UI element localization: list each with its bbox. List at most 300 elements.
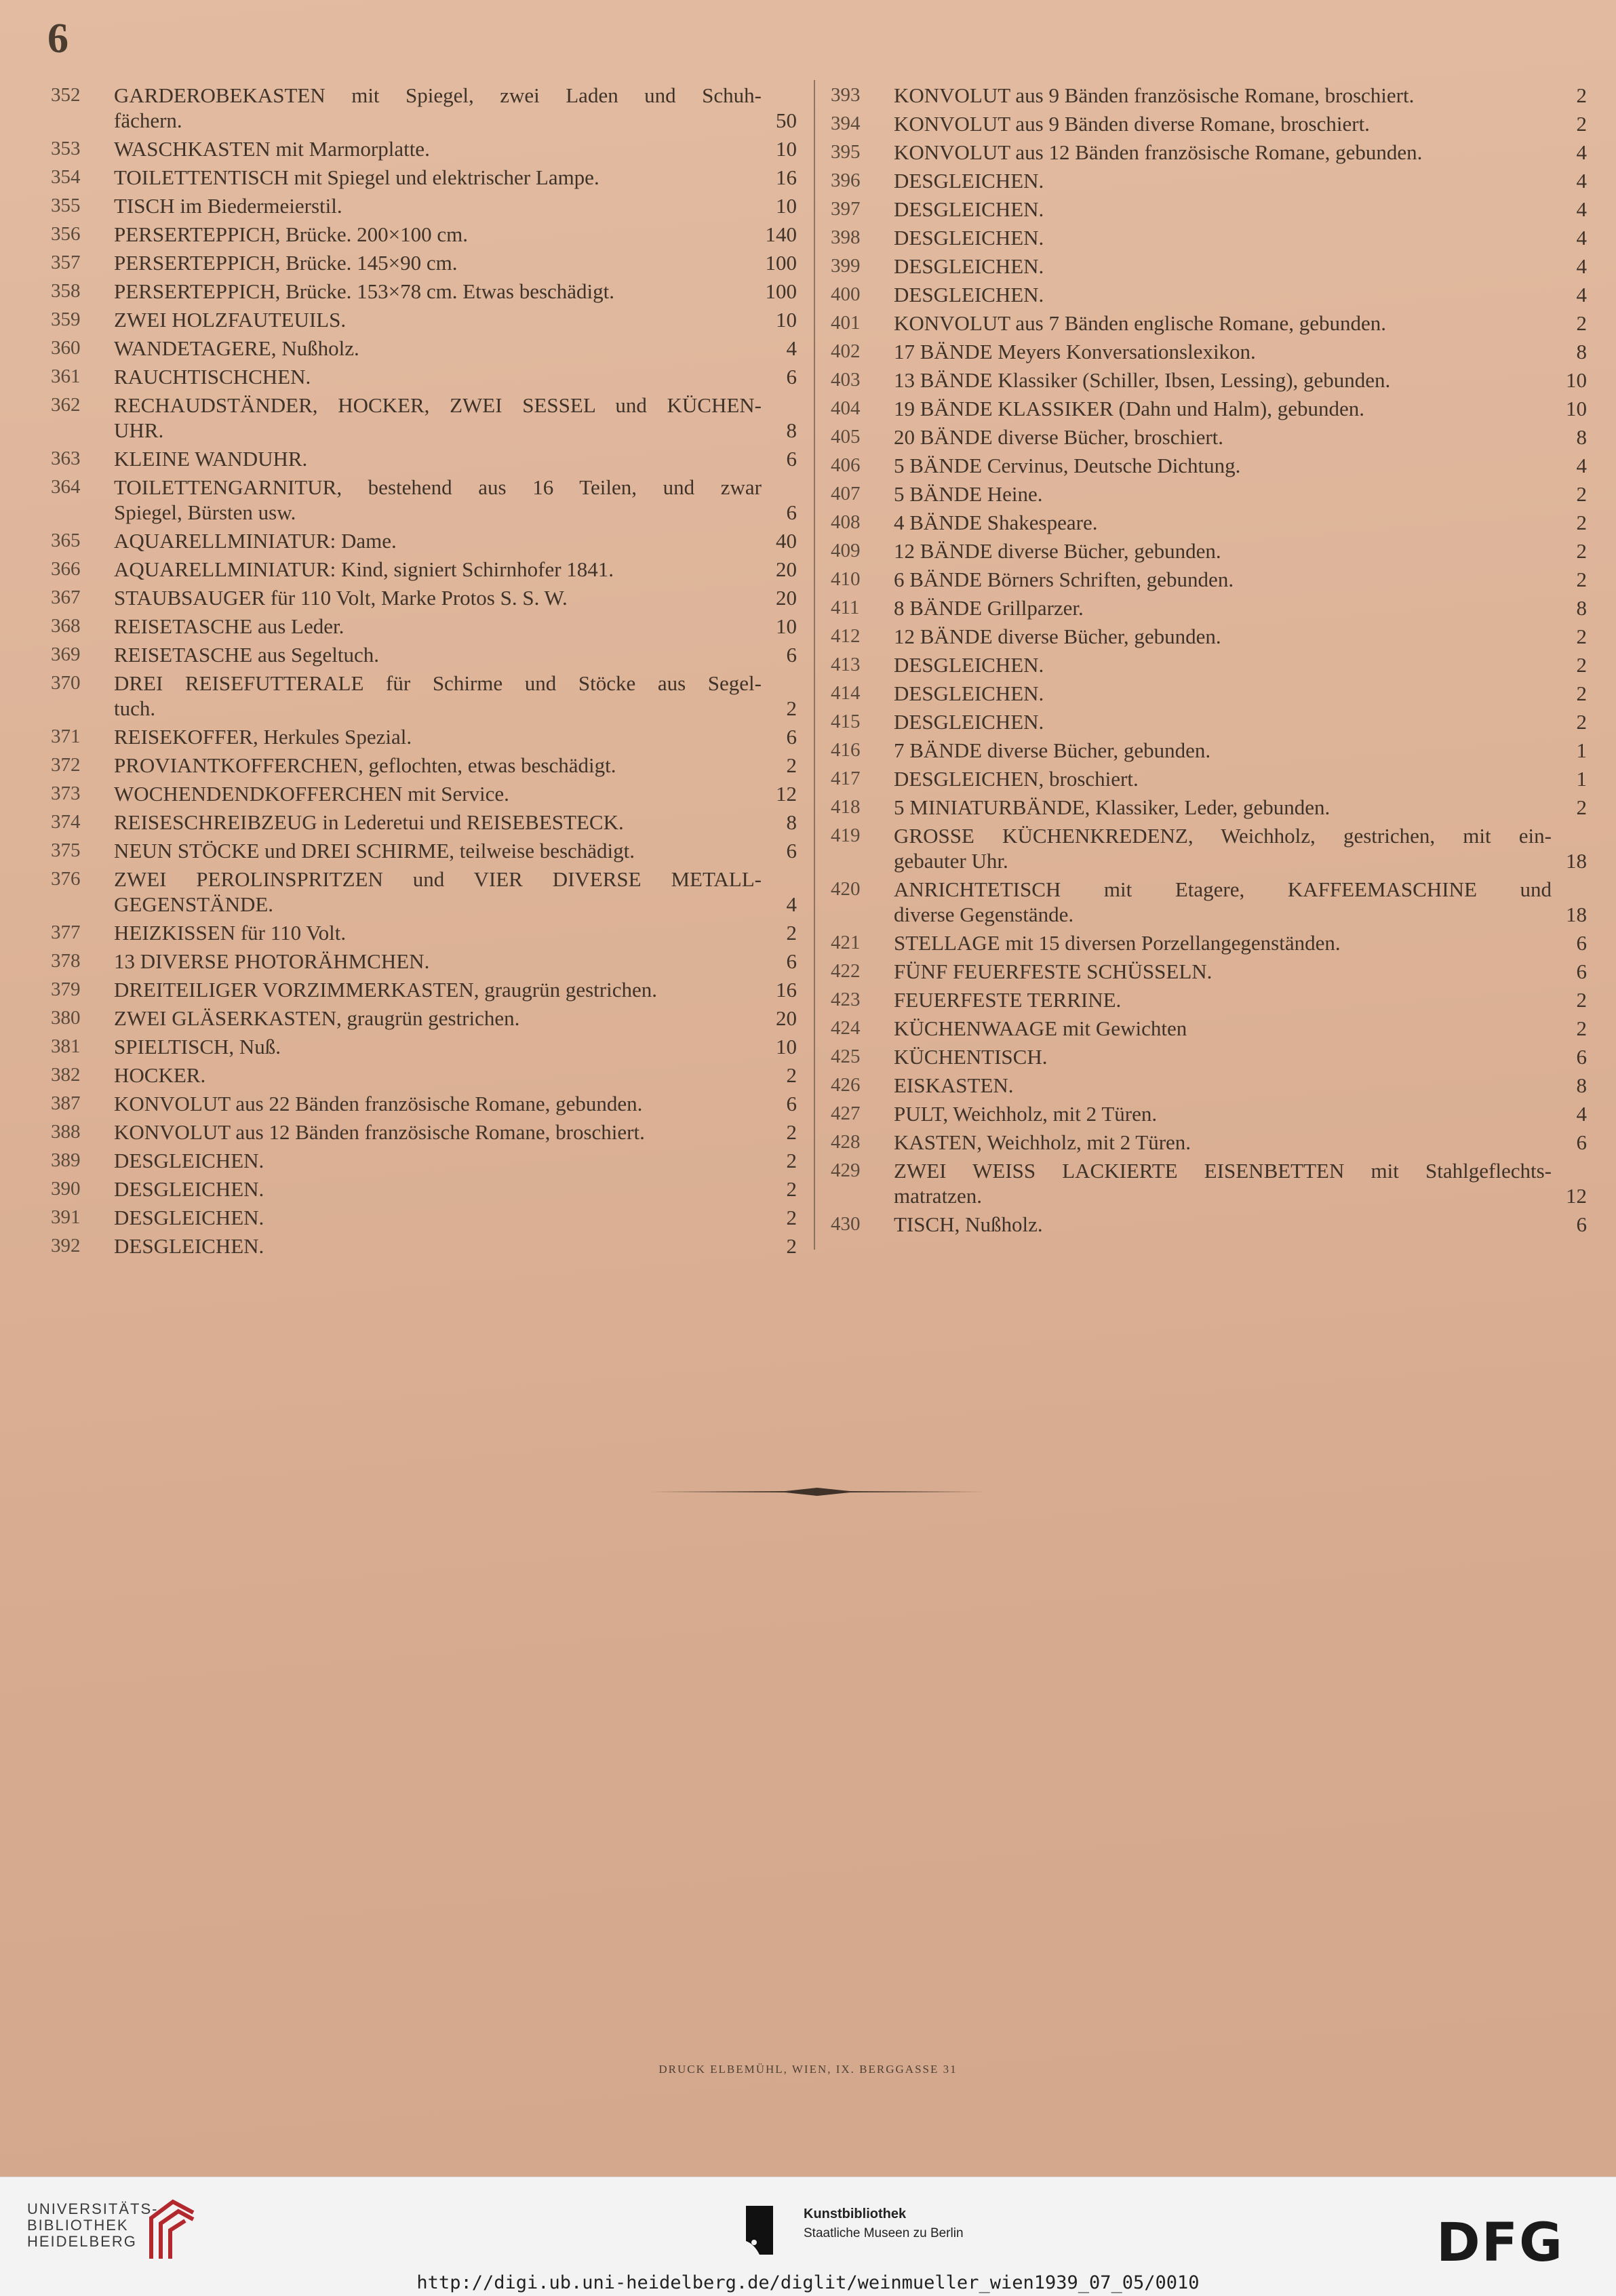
catalog-entry: [831, 311, 1587, 336]
lot-price: 6: [786, 447, 797, 471]
description-line: KASTEN, Weichholz, mit 2 Türen.: [894, 1130, 1191, 1154]
catalog-entry: [831, 254, 1587, 279]
lot-number: 372: [51, 754, 81, 776]
description-line: DESGLEICHEN.: [894, 169, 1044, 193]
lot-description: [894, 1130, 1552, 1155]
description-line: PROVIANTKOFFERCHEN, geflochten, etwas beschädigt.: [114, 753, 616, 777]
lot-price: 6: [1576, 1130, 1587, 1154]
lot-description: [114, 614, 762, 639]
lot-description: [894, 652, 1552, 677]
catalog-entry: [51, 838, 797, 863]
lot-price: 10: [1566, 397, 1587, 420]
lot-price: 2: [786, 1177, 797, 1201]
lot-number: 381: [51, 1035, 81, 1057]
lot-description: [114, 1063, 762, 1088]
lot-number: 359: [51, 309, 81, 330]
lot-number: 416: [831, 739, 861, 761]
lot-price: 2: [1576, 988, 1587, 1012]
source-url[interactable]: http://digi.ub.uni-heidelberg.de/diglit/weinmueller_wien1939_07_05/0010: [416, 2272, 1200, 2293]
lot-price: 6: [786, 1092, 797, 1115]
description-line: REISETASCHE aus Leder.: [114, 614, 344, 638]
catalog-entry: [831, 595, 1587, 620]
catalog-entry: [51, 446, 797, 471]
description-line: 13 BÄNDE Klassiker (Schiller, Ibsen, Lessing), gebunden.: [894, 368, 1391, 392]
description-line: GARDEROBEKASTEN mit Spiegel, zwei Laden und Schuh-: [114, 83, 762, 107]
catalog-entry: [831, 709, 1587, 734]
catalog-entry: [51, 83, 797, 133]
right-column: [831, 83, 1587, 1240]
lot-description: [894, 396, 1552, 421]
lot-description: [114, 949, 762, 974]
university-library-logo[interactable]: [27, 2201, 158, 2250]
lot-number: 373: [51, 783, 81, 804]
lot-price: 1: [1576, 738, 1587, 762]
lot-number: 426: [831, 1074, 861, 1096]
lot-number: 356: [51, 223, 81, 245]
lot-number: 401: [831, 312, 861, 334]
description-line: 12 BÄNDE diverse Bücher, gebunden.: [894, 539, 1221, 563]
catalog-entry: [51, 671, 797, 721]
catalog-entry: [831, 1101, 1587, 1126]
lot-number: 399: [831, 255, 861, 277]
description-line: 4 BÄNDE Shakespeare.: [894, 511, 1098, 534]
lot-price: 16: [776, 165, 797, 189]
lot-number: 368: [51, 615, 81, 637]
catalog-entry: [51, 393, 797, 443]
lot-description: [894, 282, 1552, 307]
lot-description: [114, 1233, 762, 1259]
lot-price: 6: [786, 839, 797, 863]
catalog-entry: [831, 1158, 1587, 1208]
description-line: TOILETTENGARNITUR, bestehend aus 16 Teilen, und zwar: [114, 475, 762, 499]
catalog-entry: [831, 538, 1587, 563]
lot-number: 389: [51, 1149, 81, 1171]
lot-number: 404: [831, 397, 861, 419]
catalog-entry: [51, 614, 797, 639]
catalog-entry: [51, 1233, 797, 1259]
lot-price: 8: [1576, 340, 1587, 363]
lot-price: 4: [1576, 1102, 1587, 1126]
lot-description: [894, 987, 1552, 1012]
lot-price: 100: [765, 251, 797, 275]
lot-description: [114, 557, 762, 582]
lot-number: 398: [831, 226, 861, 248]
description-line: PERSERTEPPICH, Brücke. 200×100 cm.: [114, 222, 468, 246]
lot-number: 358: [51, 280, 81, 302]
catalog-entry: [51, 949, 797, 974]
description-line: RAUCHTISCHCHEN.: [114, 365, 311, 389]
catalog-entry: [831, 681, 1587, 706]
catalog-entry: [831, 567, 1587, 592]
description-line: GROSSE KÜCHENKREDENZ, Weichholz, gestrichen, mit ein-: [894, 824, 1552, 848]
catalog-entry: [831, 1044, 1587, 1069]
lot-number: 414: [831, 682, 861, 704]
lot-price: 8: [1576, 1073, 1587, 1097]
description-line: WOCHENDENDKOFFERCHEN mit Service.: [114, 782, 509, 806]
lot-price: 100: [765, 279, 797, 303]
description-line: PERSERTEPPICH, Brücke. 145×90 cm.: [114, 251, 458, 275]
lot-description: [114, 1148, 762, 1173]
catalog-entry: [51, 557, 797, 582]
lot-description: [114, 193, 762, 218]
catalog-entry: [51, 642, 797, 667]
lot-price: 20: [776, 586, 797, 610]
lot-price: 2: [1576, 681, 1587, 705]
lot-number: 369: [51, 644, 81, 665]
column-divider: [814, 80, 815, 1250]
university-line: HEIDELBERG: [27, 2233, 137, 2250]
lot-description: [894, 1016, 1552, 1041]
lot-price: 40: [776, 529, 797, 553]
lot-number: 406: [831, 454, 861, 476]
lot-price: 4: [1576, 254, 1587, 278]
description-line: ZWEI GLÄSERKASTEN, graugrün gestrichen.: [114, 1006, 520, 1030]
lot-price: 2: [1576, 511, 1587, 534]
description-line: 12 BÄNDE diverse Bücher, gebunden.: [894, 625, 1221, 648]
lot-description: [114, 810, 762, 835]
description-line: DESGLEICHEN.: [114, 1234, 264, 1258]
lot-number: 421: [831, 932, 861, 953]
description-line: STELLAGE mit 15 diversen Porzellangegenständen.: [894, 931, 1341, 955]
description-line: KONVOLUT aus 12 Bänden französische Romane, gebunden.: [894, 140, 1423, 164]
lot-price: 2: [786, 696, 797, 720]
description-line: TISCH, Nußholz.: [894, 1212, 1043, 1236]
catalog-entry: [51, 1205, 797, 1230]
description-line: ANRICHTETISCH mit Etagere, KAFFEEMASCHINE und: [894, 877, 1552, 901]
lot-description: [114, 753, 762, 778]
description-line: DESGLEICHEN.: [894, 197, 1044, 221]
catalog-entry: [51, 1148, 797, 1173]
lot-description: [114, 136, 762, 161]
lot-description: [894, 538, 1552, 563]
lot-number: 403: [831, 369, 861, 391]
lot-description: [114, 393, 762, 443]
lot-number: 361: [51, 365, 81, 387]
lot-number: 402: [831, 340, 861, 362]
catalog-entry: [831, 959, 1587, 984]
description-line: DREI REISEFUTTERALE für Schirme und Stöcke aus Segel-: [114, 671, 762, 695]
lot-price: 2: [1576, 653, 1587, 677]
lot-number: 407: [831, 483, 861, 504]
lot-number: 410: [831, 568, 861, 590]
lot-price: 12: [1566, 1184, 1587, 1208]
lot-number: 363: [51, 448, 81, 469]
catalog-entry: [831, 795, 1587, 820]
lot-description: [114, 83, 762, 133]
catalog-entry: [831, 510, 1587, 535]
lot-description: [894, 368, 1552, 393]
description-line: 13 DIVERSE PHOTORÄHMCHEN.: [114, 949, 430, 973]
description-line: DESGLEICHEN.: [894, 653, 1044, 677]
lot-description: [114, 585, 762, 610]
lot-description: [114, 1034, 762, 1059]
lot-number: 378: [51, 950, 81, 972]
description-line: DESGLEICHEN.: [114, 1149, 264, 1172]
lot-number: 428: [831, 1131, 861, 1153]
description-line: Spiegel, Bürsten usw.: [114, 500, 296, 524]
lot-description: [894, 795, 1552, 820]
catalog-entry: [51, 528, 797, 553]
description-line: DESGLEICHEN.: [114, 1206, 264, 1229]
lot-price: 2: [786, 1120, 797, 1144]
lot-number: 375: [51, 839, 81, 861]
lot-number: 379: [51, 978, 81, 1000]
lot-price: 10: [776, 137, 797, 161]
description-line: DESGLEICHEN.: [114, 1177, 264, 1201]
catalog-entry: [831, 282, 1587, 307]
catalog-entry: [831, 339, 1587, 364]
lot-description: [114, 446, 762, 471]
kunstbibliothek-title: Kunstbibliothek: [804, 2206, 907, 2221]
lot-description: [894, 140, 1552, 165]
lot-price: 2: [786, 921, 797, 945]
page-number: 6: [47, 16, 69, 62]
catalog-entry: [831, 481, 1587, 507]
lot-price: 4: [1576, 454, 1587, 477]
catalog-entry: [831, 168, 1587, 193]
description-line: DESGLEICHEN.: [894, 710, 1044, 734]
lot-number: 377: [51, 922, 81, 943]
university-line: BIBLIOTHEK: [27, 2217, 129, 2234]
catalog-entry: [831, 987, 1587, 1012]
lot-price: 8: [1576, 425, 1587, 449]
lot-price: 6: [1576, 1212, 1587, 1236]
lot-number: 353: [51, 138, 81, 159]
catalog-entry: [51, 781, 797, 806]
lot-description: [894, 595, 1552, 620]
description-line: 17 BÄNDE Meyers Konversationslexikon.: [894, 340, 1256, 363]
description-line: DESGLEICHEN, broschiert.: [894, 767, 1139, 791]
description-line: UHR.: [114, 418, 164, 442]
description-line: KLEINE WANDUHR.: [114, 447, 308, 471]
lot-description: [894, 254, 1552, 279]
description-line: DESGLEICHEN.: [894, 681, 1044, 705]
lot-description: [894, 567, 1552, 592]
lot-description: [114, 1006, 762, 1031]
catalog-entry: [51, 336, 797, 361]
catalog-entry: [831, 453, 1587, 478]
description-line: ZWEI HOLZFAUTEUILS.: [114, 308, 347, 332]
description-line: KÜCHENWAAGE mit Gewichten: [894, 1016, 1187, 1040]
lot-price: 6: [1576, 959, 1587, 983]
lot-price: 2: [786, 1206, 797, 1229]
lot-description: [114, 838, 762, 863]
description-line: 5 BÄNDE Heine.: [894, 482, 1043, 506]
description-line: 19 BÄNDE KLASSIKER (Dahn und Halm), gebunden.: [894, 397, 1364, 420]
catalog-entry: [831, 197, 1587, 222]
description-line: REISESCHREIBZEUG in Lederetui und REISEBESTECK.: [114, 810, 624, 834]
lot-number: 387: [51, 1092, 81, 1114]
lot-description: [114, 528, 762, 553]
lot-description: [114, 724, 762, 749]
description-line: PULT, Weichholz, mit 2 Türen.: [894, 1102, 1158, 1126]
catalog-entry: [51, 1006, 797, 1031]
lot-number: 420: [831, 878, 861, 900]
lot-number: 427: [831, 1103, 861, 1124]
lot-price: 8: [786, 418, 797, 442]
university-line: UNIVERSITÄTS-: [27, 2200, 159, 2217]
lot-number: 418: [831, 796, 861, 818]
lot-price: 2: [786, 753, 797, 777]
description-line: NEUN STÖCKE und DREI SCHIRME, teilweise beschädigt.: [114, 839, 635, 863]
lot-description: [114, 307, 762, 332]
description-line: matratzen.: [894, 1184, 982, 1208]
catalog-entry: [831, 140, 1587, 165]
lot-description: [114, 1120, 762, 1145]
catalog-entry: [51, 136, 797, 161]
footer-bar: [0, 2177, 1616, 2296]
printer-imprint: DRUCK ELBEMÜHL, WIEN, IX. BERGGASSE 31: [658, 2063, 958, 2076]
lot-description: [894, 311, 1552, 336]
lot-number: 360: [51, 337, 81, 359]
lot-price: 2: [1576, 311, 1587, 335]
catalog-entry: [51, 867, 797, 917]
university-emblem-icon: [146, 2196, 197, 2264]
lot-description: [894, 877, 1552, 927]
lot-price: 2: [1576, 482, 1587, 506]
description-line: DESGLEICHEN.: [894, 254, 1044, 278]
lot-description: [114, 250, 760, 275]
left-column: [51, 83, 797, 1262]
lot-description: [894, 930, 1552, 955]
lot-price: 10: [776, 194, 797, 218]
lot-number: 374: [51, 811, 81, 833]
lot-number: 355: [51, 195, 81, 216]
catalog-entry: [831, 624, 1587, 649]
lot-description: [114, 279, 760, 304]
catalog-entry: [831, 368, 1587, 393]
catalog-entry: [831, 652, 1587, 677]
lot-description: [114, 671, 762, 721]
lot-description: [894, 168, 1552, 193]
lot-price: 4: [1576, 283, 1587, 306]
lot-price: 2: [1576, 83, 1587, 107]
lot-number: 370: [51, 672, 81, 694]
lot-description: [894, 709, 1552, 734]
lot-price: 1: [1576, 767, 1587, 791]
lot-price: 140: [765, 222, 797, 246]
lot-number: 354: [51, 166, 81, 188]
lot-price: 20: [776, 1006, 797, 1030]
lot-description: [894, 225, 1552, 250]
lot-number: 393: [831, 84, 861, 106]
description-line: ZWEI PEROLINSPRITZEN und VIER DIVERSE METALL-: [114, 867, 762, 891]
lot-description: [894, 1044, 1552, 1069]
lot-number: 412: [831, 625, 861, 647]
lot-number: 380: [51, 1007, 81, 1029]
catalog-entry: [831, 1073, 1587, 1098]
lot-description: [894, 453, 1552, 478]
lot-price: 8: [1576, 596, 1587, 620]
lot-number: 382: [51, 1064, 81, 1086]
kunstbibliothek-subtitle: Staatliche Museen zu Berlin: [804, 2226, 964, 2240]
lot-price: 2: [1576, 710, 1587, 734]
description-line: 6 BÄNDE Börners Schriften, gebunden.: [894, 568, 1234, 591]
lot-price: 2: [1576, 568, 1587, 591]
description-line: PERSERTEPPICH, Brücke. 153×78 cm. Etwas beschädigt.: [114, 279, 615, 303]
lot-number: 400: [831, 283, 861, 305]
description-line: gebauter Uhr.: [894, 849, 1008, 873]
description-line: HEIZKISSEN für 110 Volt.: [114, 921, 347, 945]
catalog-entry: [51, 222, 797, 247]
dfg-logo[interactable]: DFG: [1436, 2213, 1564, 2274]
lot-price: 10: [1566, 368, 1587, 392]
catalog-entry: [51, 307, 797, 332]
lot-description: [894, 681, 1552, 706]
catalog-entry: [831, 111, 1587, 136]
catalog-entry: [831, 1016, 1587, 1041]
lot-description: [894, 83, 1552, 108]
lot-price: 2: [1576, 625, 1587, 648]
catalog-entry: [831, 1130, 1587, 1155]
lot-description: [114, 475, 762, 525]
lot-number: 396: [831, 170, 861, 191]
lot-price: 18: [1566, 849, 1587, 873]
lot-price: 4: [1576, 226, 1587, 250]
catalog-entry: [51, 364, 797, 389]
lot-number: 371: [51, 726, 81, 747]
lot-description: [114, 642, 762, 667]
lot-price: 10: [776, 308, 797, 332]
lot-description: [894, 339, 1552, 364]
description-line: 7 BÄNDE diverse Bücher, gebunden.: [894, 738, 1211, 762]
lot-number: 388: [51, 1121, 81, 1143]
description-line: REISETASCHE aus Segeltuch.: [114, 643, 380, 667]
catalog-entry: [831, 823, 1587, 873]
lot-description: [894, 510, 1552, 535]
lot-number: 430: [831, 1213, 861, 1235]
lot-price: 2: [786, 1063, 797, 1087]
lot-number: 364: [51, 476, 81, 498]
lot-price: 4: [1576, 197, 1587, 221]
lot-price: 4: [786, 892, 797, 916]
description-line: KONVOLUT aus 22 Bänden französische Romane, gebunden.: [114, 1092, 643, 1115]
description-line: GEGENSTÄNDE.: [114, 892, 274, 916]
catalog-entry: [51, 1091, 797, 1116]
lot-number: 365: [51, 530, 81, 551]
lot-price: 6: [786, 949, 797, 973]
lot-description: [894, 624, 1552, 649]
description-line: fächern.: [114, 108, 182, 132]
catalog-entry: [831, 877, 1587, 927]
lot-description: [114, 867, 762, 917]
description-line: DESGLEICHEN.: [894, 226, 1044, 250]
lot-number: 422: [831, 960, 861, 982]
lot-number: 408: [831, 511, 861, 533]
lot-number: 357: [51, 252, 81, 273]
lot-number: 362: [51, 394, 81, 416]
catalog-entry: [51, 1176, 797, 1202]
catalog-entry: [51, 1034, 797, 1059]
lot-number: 397: [831, 198, 861, 220]
lot-description: [114, 364, 762, 389]
catalog-entry: [831, 766, 1587, 791]
description-line: KONVOLUT aus 7 Bänden englische Romane, gebunden.: [894, 311, 1387, 335]
lot-number: 367: [51, 587, 81, 608]
description-line: DREITEILIGER VORZIMMERKASTEN, graugrün gestrichen.: [114, 978, 657, 1002]
catalog-entry: [51, 250, 797, 275]
lot-description: [894, 197, 1552, 222]
description-line: DESGLEICHEN.: [894, 283, 1044, 306]
catalog-entry: [51, 585, 797, 610]
catalog-entry: [51, 977, 797, 1002]
kunstbibliothek-logo[interactable]: [804, 2204, 964, 2243]
lot-price: 6: [786, 725, 797, 749]
description-line: WASCHKASTEN mit Marmorplatte.: [114, 137, 430, 161]
description-line: 20 BÄNDE diverse Bücher, broschiert.: [894, 425, 1224, 449]
lot-description: [894, 823, 1552, 873]
description-line: 8 BÄNDE Grillparzer.: [894, 596, 1084, 620]
